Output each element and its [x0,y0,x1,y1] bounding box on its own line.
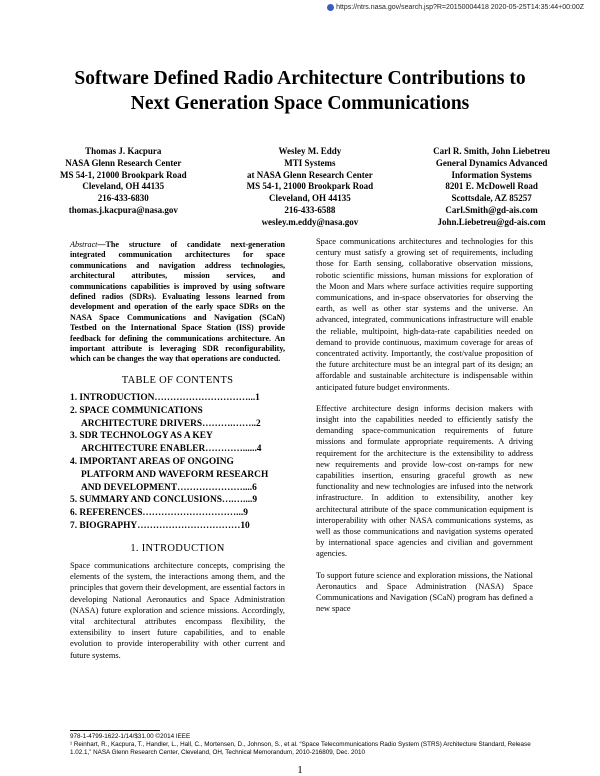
author-address: MS 54-1, 21000 Brookpark Road [246,181,374,192]
footnote-rule [70,730,160,731]
author-affiliation: General Dynamics Advanced [435,157,548,168]
author-email: wesley.m.eddy@nasa.gov [261,216,359,227]
toc-entry[interactable]: PLATFORM AND WAVEFORM RESEARCH [81,469,269,480]
source-url-text[interactable]: https://ntrs.nasa.gov/search.jsp?R=20150004418 2020-05-25T14:35:44+00:00Z [336,4,584,11]
author-1 [60,146,187,229]
author-affiliation-2: at NASA Glenn Research Center [246,169,373,180]
table-of-contents [70,392,285,533]
author-address: MS 54-1, 21000 Brookpark Road [60,169,187,180]
author-block [60,146,550,229]
toc-entry[interactable]: 2. SPACE COMMUNICATIONS [70,405,203,416]
author-phone: 216-433-6588 [284,204,336,215]
nasa-ntrs-icon [327,4,334,11]
right-column [316,236,533,625]
title-line-2: Next Generation Space Communications [130,93,470,114]
page-footer [70,730,535,757]
author-affiliation: NASA Glenn Research Center [65,157,182,168]
abstract [70,240,285,365]
author-name: Wesley M. Eddy [278,146,342,156]
author-3 [433,146,550,229]
toc-entry[interactable]: AND DEVELOPMENT…………………....6 [81,482,257,493]
author-city: Cleveland, OH 44135 [269,193,351,204]
toc-entry[interactable]: 6. REFERENCES…………………………...9 [70,508,248,519]
author-phone: 216-433-6830 [97,193,149,204]
toc-heading: TABLE OF CONTENTS [121,374,234,386]
toc-entry[interactable]: 5. SUMMARY AND CONCLUSIONS….…....9 [70,495,258,506]
body-paragraph-1: Space communications architectures and technologies for this century must satisfy a growing set of requirements, including those for Earth sensing, collaborative observation missions, robotic scientific missions, human missions for exploration of the Moon and Mars where surface activities require supporting communications, and in-space observatories for observing the earth, as well as other star systems and the universe. An advanced, integrated, communications infrastructure will enable the reliable, multipoint, high-data-rate capabilities needed on demand to provide continuous, maximum coverage for areas of concentrated activity. Importantly, the cost/value proposition of the future architecture must be an integral part of its design; an affordable and sustainable architecture is indispensable within anticipated future budget environments. [316,237,533,392]
author-2 [247,146,374,229]
abstract-text: —The structure of candidate next-generation integrated communication architectures for space communications and navigation address technologies, architectural attributes, mission services, and communications capabilities is improved by using software defined radios (SDRs). Evaluating lessons learned from development and operation of the early space SDRs on the NASA Space Communications and Navigation (SCaN) Testbed on the International Space Station (ISS) provide feedback for defining the communications architecture. An important attribute is leveraging SDR reconfigurability, which can be changes the way that operations are conducted. [70,240,285,364]
author-email: thomas.j.kacpura@nasa.gov [68,204,178,215]
author-name: Thomas J. Kacpura [85,146,162,156]
toc-entry[interactable]: ARCHITECTURE ENABLER…………......4 [81,444,262,455]
toc-entry[interactable]: 3. SDR TECHNOLOGY AS A KEY [70,431,213,442]
author-city: Cleveland, OH 44135 [82,181,165,192]
left-column [70,240,285,671]
paper-title [0,66,600,116]
author-address: 8201 E. McDowell Road [445,181,538,192]
title-line-1: Software Defined Radio Architecture Contributions to [74,68,526,89]
toc-entry[interactable]: 7. BIOGRAPHY……………………………10 [70,521,250,532]
footnote-reference: ¹ Reinhart, R., Kacpura, T., Handler, L., Hall, C., Mortensen, D., Johnson, S., et al. “Space Telecommunications Radio System (STRS) Architecture Standard, Release 1.02.1,” NASA Glenn Research Center, Cleveland, OH, Technical Memorandum, 2010-216809, Dec. 2010 [70,741,531,756]
isbn-line: 978-1-4799-1622-1/14/$31.00 ©2014 IEEE [70,733,191,740]
author-affiliation: MTI Systems [284,157,336,168]
body-paragraph-3: To support future science and exploration missions, the National Aeronautics and Space Administration (NASA) Space Communications and Navigation (SCaN) program has defined a new space [316,570,533,614]
author-city: Scottsdale, AZ 85257 [451,193,532,204]
author-name: Carl R. Smith, John Liebetreu [433,146,550,156]
abstract-label: Abstract [70,240,98,249]
page-number: 1 [297,764,303,776]
toc-entry[interactable]: ARCHITECTURE DRIVERS……….……..2 [81,418,261,429]
body-paragraph-2: Effective architecture design informs decision makers with insight into the capabilities needed to efficiently satisfy the demanding space-communication requirements of future missions and formulate appropriate requirements. A driving requirement for the architecture is the extensibility to address new requirements and provide low-cost on-ramps for new capabilities insertion, ensuring graceful growth as new functionality and new technologies are infused into the network infrastructure. In addition to extensibility, another key architectural attribute of the space communication equipment is interoperability with other NASA communications systems, as well as those communications and navigation systems operated by international space agencies and civilian and government agencies. [316,403,533,559]
source-url[interactable] [327,4,584,11]
author-email: Carl.Smith@gd-ais.com [445,204,538,215]
toc-entry[interactable]: 4. IMPORTANT AREAS OF ONGOING [70,457,234,468]
intro-heading: 1. INTRODUCTION [130,542,225,554]
intro-paragraph: Space communications architecture concepts, comprising the elements of the system, the interactions among them, and the principles that govern their development, are essential factors in developing National Aeronautics and Space Administration (NASA) future exploration and science missions. Accordingly, vital architectural attributes encompass flexibility, the extensibility to insert future capabilities, and to enable evolution to provide interoperability with other current and future systems. [70,561,285,660]
author-affiliation-2: Information Systems [451,169,532,180]
toc-entry[interactable]: 1. INTRODUCTION…………………………...1 [70,393,260,404]
author-email-2: John.Liebetreu@gd-ais.com [437,216,546,227]
